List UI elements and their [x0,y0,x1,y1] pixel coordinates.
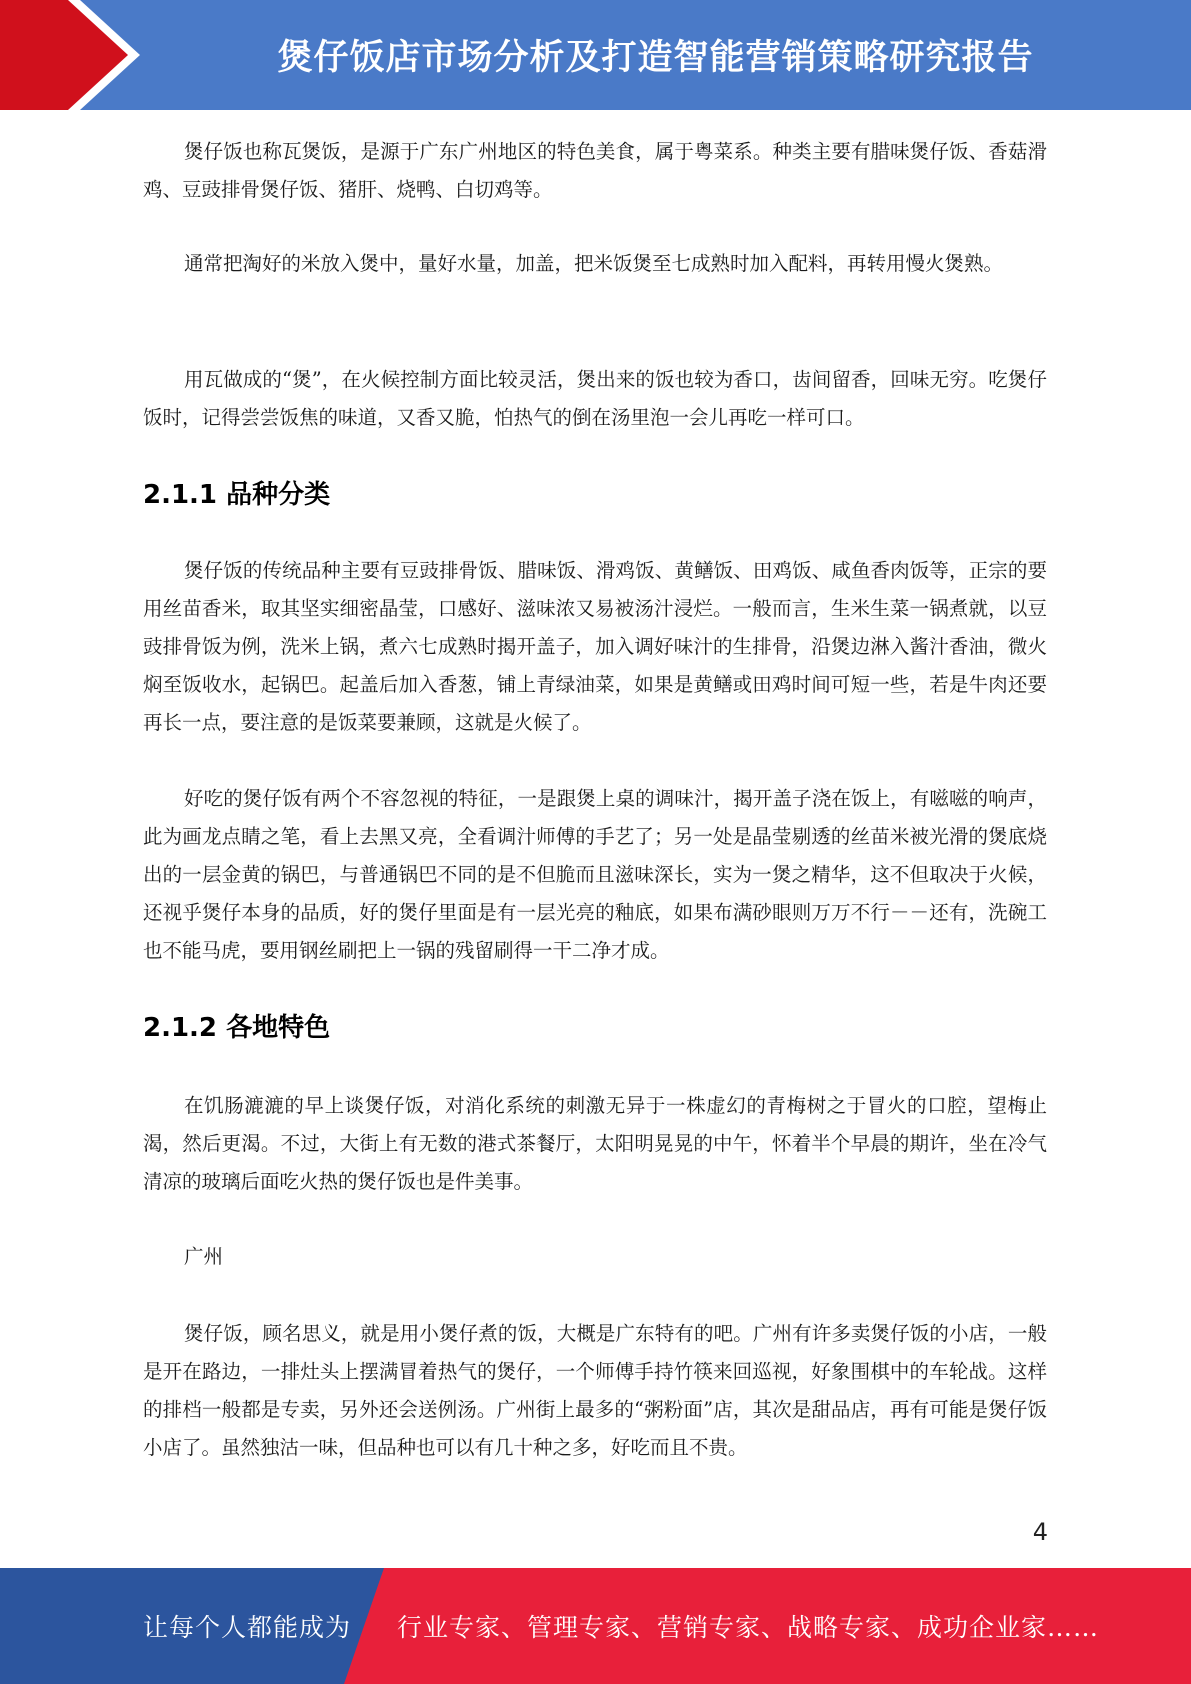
paragraph: 通常把淘好的米放入煲中，量好水量，加盖，把米饭煲至七成熟时加入配料，再转用慢火煲熟。 [184,252,1004,275]
footer-slogan-left: 让每个人都能成为 [143,1613,352,1642]
paragraph: 煲仔饭，顾名思义，就是用小煲仔煮的饭，大概是广东特有的吧。广州有许多卖煲仔饭的小店，一般是开在路边，一排灶头上摆满冒着热气的煲仔，一个师傅手持竹筷来回巡视，好象围棋中的车轮战。这样的排档一般都是专卖，另外还会送例汤。广州街上最多的“粥粉面”店，其次是甜品店，再有可能是煲仔饭小店了。虽然独沽一味，但品种也可以有几十种之多，好吃而且不贵。 [143,1322,1047,1459]
section-heading: 2.1.1 品种分类 [143,480,331,510]
paragraph: 在饥肠漉漉的早上谈煲仔饭，对消化系统的刺激无异于一株虚幻的青梅树之于冒火的口腔，望梅止渴，然后更渴。不过，大街上有无数的港式茶餐厅，太阳明晃晃的中午，怀着半个早晨的期许，坐在冷气清凉的玻璃后面吃火热的煲仔饭也是件美事。 [143,1094,1047,1193]
paragraph: 煲仔饭的传统品种主要有豆豉排骨饭、腊味饭、滑鸡饭、黄鳝饭、田鸡饭、咸鱼香肉饭等，正宗的要用丝苗香米，取其坚实细密晶莹，口感好、滋味浓又易被汤汁浸烂。一般而言，生米生菜一锅煮就，以豆豉排骨饭为例，洗米上锅，煮六七成熟时揭开盖子，加入调好味汁的生排骨，沿煲边淋入酱汁香油，微火焖至饭收水，起锅巴。起盖后加入香葱，铺上青绿油菜，如果是黄鳝或田鸡时间可短一些，若是牛肉还要再长一点，要注意的是饭菜要兼顾，这就是火候了。 [143,559,1047,734]
page-footer-banner [0,1568,1191,1684]
report-title: 煲仔饭店市场分析及打造智能营销策略研究报告 [277,38,1034,78]
paragraph: 煲仔饭也称瓦煲饭，是源于广东广州地区的特色美食，属于粤菜系。种类主要有腊味煲仔饭、香菇滑鸡、豆豉排骨煲仔饭、猪肝、烧鸭、白切鸡等。 [143,140,1047,201]
page-number: 4 [1032,1518,1048,1546]
header-chevron-decoration [0,0,160,110]
paragraph: 好吃的煲仔饭有两个不容忽视的特征，一是跟煲上桌的调味汁，揭开盖子浇在饭上，有嗞嗞的响声，此为画龙点睛之笔，看上去黑又亮，全看调汁师傅的手艺了；另一处是晶莹剔透的丝苗米被光滑的煲底烧出的一层金黄的锅巴，与普通锅巴不同的是不但脆而且滋味深长，实为一煲之精华，这不但取决于火候，还视乎煲仔本身的品质，好的煲仔里面是有一层光亮的釉底，如果布满砂眼则万万不行－－还有，洗碗工也不能马虎，要用钢丝刷把上一锅的残留刷得一干二净才成。 [143,787,1047,962]
paragraph: 用瓦做成的“煲”，在火候控制方面比较灵活，煲出来的饭也较为香口，齿间留香，回味无穷。吃煲仔饭时，记得尝尝饭焦的味道，又香又脆，怕热气的倒在汤里泡一会儿再吃一样可口。 [143,368,1047,429]
page-header-banner [0,0,1191,110]
subsection-label: 广州 [184,1245,224,1268]
section-heading: 2.1.2 各地特色 [143,1013,331,1043]
footer-slogan-right: 行业专家、管理专家、营销专家、战略专家、成功企业家…… [397,1613,1100,1642]
